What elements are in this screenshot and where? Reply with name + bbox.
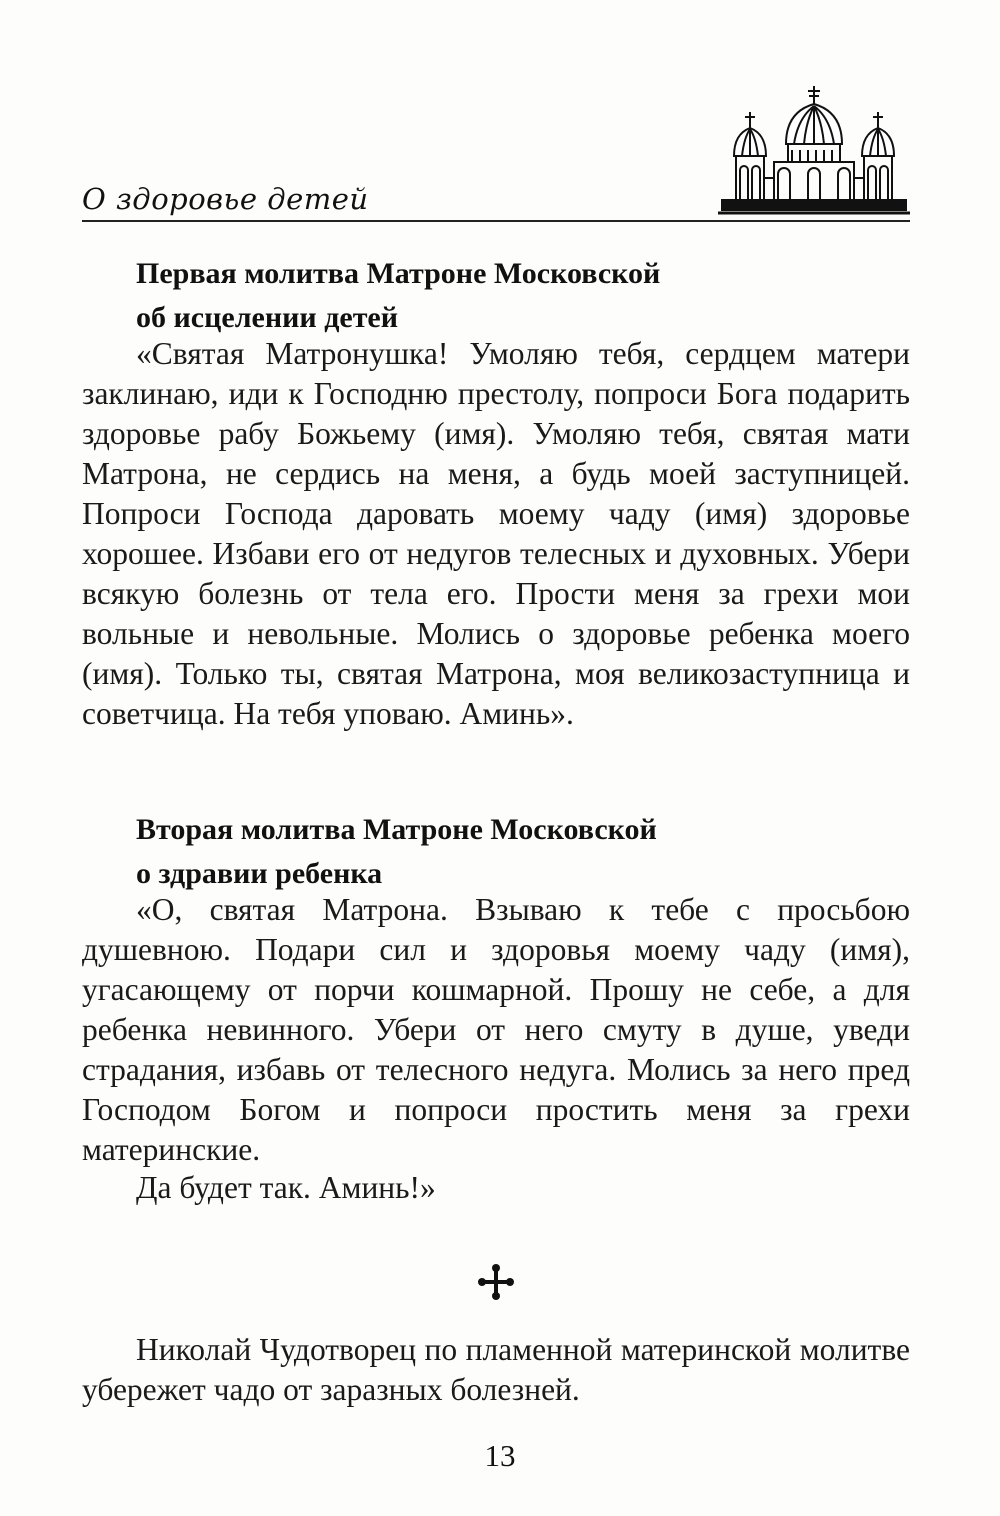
page-header — [82, 82, 910, 222]
prayer1-title-line1: Первая молитва Матроне Московской — [136, 257, 661, 290]
cathedral-icon — [718, 82, 910, 222]
cross-ornament-icon — [476, 1262, 516, 1302]
page-number: 13 — [484, 1438, 516, 1473]
closing-note: Николай Чудотворец по пламенной материнской молитве убережет чадо от заразных болезней. — [82, 1332, 910, 1407]
prayer1-title-line2: об исцелении детей — [136, 301, 399, 334]
header-rule — [82, 220, 910, 222]
prayer2-title-line1: Вторая молитва Матроне Московской — [136, 813, 657, 846]
prayer2-closing: Да будет так. Аминь!» — [136, 1170, 436, 1205]
running-header-title: О здоровье детей — [82, 182, 369, 216]
prayer1-text: «Святая Матронушка! Умоляю тебя, сердцем матери заклинаю, иди к Господню престолу, попроси Бога подарить здоровье рабу Божьему (имя). Умоляю тебя, святая мати Матрона, не сердись на меня, а будь моей заступницей. Попроси Господа даровать моему чаду (имя) здоровье хорошее. Избави его от недугов телесных и духовных. Убери всякую болезнь от тела его. Прости меня за грехи мои вольные и невольные. Молись о здоровье ребенка моего (имя). Только ты, святая Матрона, моя великозаступница и советчица. На тебя уповаю. Аминь». — [82, 336, 910, 731]
prayer2-title-line2: о здравии ребенка — [136, 857, 383, 890]
prayer2-text: «О, святая Матрона. Взываю к тебе с просьбою душевною. Подари сил и здоровья моему чаду (имя), угасающему от порчи кошмарной. Прошу не себе, а для ребенка невинного. Убери от него смуту в душе, уведи страдания, избавь от телесного недуга. Молись за него пред Господом Богом и попроси простить меня за грехи материнские. — [82, 892, 910, 1167]
